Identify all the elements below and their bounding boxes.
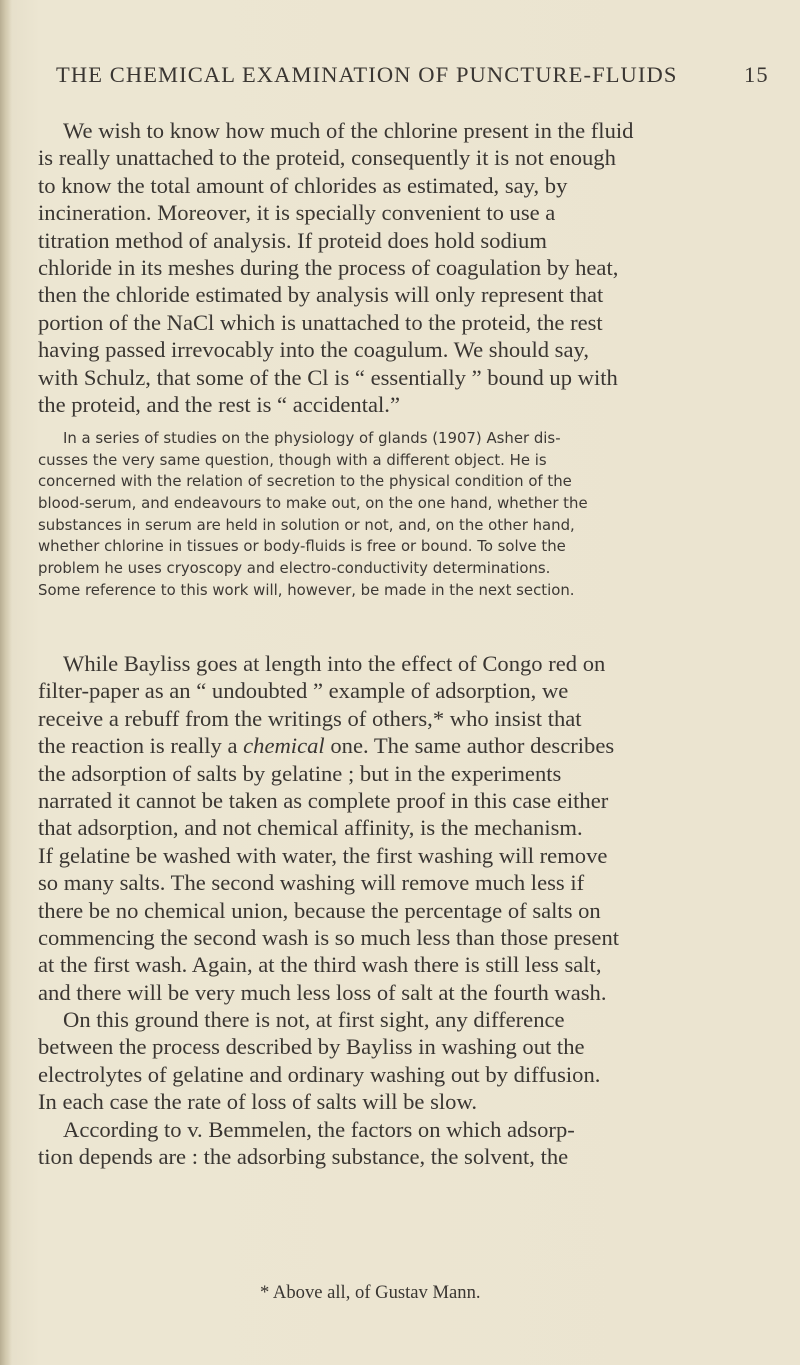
small-text-line: problem he uses cryoscopy and electro-conductivity determinations. (38, 559, 551, 578)
small-text-line: whether chlorine in tissues or body-fluids is free or bound. To solve the (38, 537, 566, 556)
small-text-line: Some reference to this work will, however, be made in the next section. (38, 580, 575, 599)
paragraph-bayliss (38, 650, 782, 1170)
paragraph-chlorine (38, 117, 782, 418)
text-line: receive a rebuff from the writings of others,* who insist that (38, 705, 582, 731)
text-line: chloride in its meshes during the process of coagulation by heat, (38, 254, 619, 280)
small-print-paragraph (38, 428, 778, 602)
page-number: 15 (744, 62, 769, 87)
text-segment: one. The same author describes (324, 733, 615, 759)
text-line: then the chloride estimated by analysis will only represent that (38, 282, 604, 308)
text-line: We wish to know how much of the chlorine present in the fluid (63, 118, 634, 143)
text-line: having passed irrevocably into the coagulum. We should say, (38, 337, 589, 363)
text-line: filter-paper as an “ undoubted ” example of adsorption, we (38, 678, 569, 704)
emphasized-word: chemical (243, 733, 325, 759)
text-line: so many salts. The second washing will remove much less if (38, 870, 585, 896)
text-line: tion depends are : the adsorbing substance, the solvent, the (38, 1144, 569, 1170)
running-head (56, 62, 776, 88)
small-text-line: cusses the very same question, though with a different object. He is (38, 450, 547, 469)
text-line: electrolytes of gelatine and ordinary washing out by diffusion. (38, 1061, 601, 1087)
small-text-line: In a series of studies on the physiology of glands (1907) Asher dis- (63, 429, 561, 447)
text-line: While Bayliss goes at length into the effect of Congo red on (63, 651, 606, 676)
running-head-title: THE CHEMICAL EXAMINATION OF PUNCTURE-FLUIDS (56, 62, 678, 87)
text-line: portion of the NaCl which is unattached to the proteid, the rest (38, 309, 603, 335)
text-segment: the reaction is really a (38, 733, 244, 759)
text-line: the adsorption of salts by gelatine ; but in the experiments (38, 760, 562, 786)
small-text-line: blood-serum, and endeavours to make out, on the one hand, whether the (38, 494, 588, 513)
small-text-line: concerned with the relation of secretion to the physical condition of the (38, 472, 572, 491)
binding-shadow (0, 0, 12, 1365)
footnote: * Above all, of Gustav Mann. (260, 1282, 481, 1303)
text-line: that adsorption, and not chemical affinity, is the mechanism. (38, 815, 583, 841)
text-line: is really unattached to the proteid, consequently it is not enough (38, 145, 616, 171)
text-line: If gelatine be washed with water, the first washing will remove (38, 842, 608, 868)
text-line: titration method of analysis. If proteid does hold sodium (38, 227, 547, 253)
text-line (38, 732, 782, 759)
text-line: with Schulz, that some of the Cl is “ essentially ” bound up with (38, 364, 618, 390)
text-line: incineration. Moreover, it is specially convenient to use a (38, 200, 556, 226)
text-line: to know the total amount of chlorides as estimated, say, by (38, 172, 568, 198)
text-line: between the process described by Bayliss in washing out the (38, 1034, 585, 1060)
text-line: the proteid, and the rest is “ accidental.” (38, 391, 400, 417)
text-line: According to v. Bemmelen, the factors on which adsorp- (63, 1116, 575, 1142)
text-line: In each case the rate of loss of salts will be slow. (38, 1089, 477, 1115)
small-text-line: substances in serum are held in solution or not, and, on the other hand, (38, 515, 575, 534)
text-line: at the first wash. Again, at the third wash there is still less salt, (38, 952, 602, 978)
text-line: there be no chemical union, because the percentage of salts on (38, 897, 601, 923)
text-line: and there will be very much less loss of salt at the fourth wash. (38, 979, 607, 1005)
text-line: narrated it cannot be taken as complete proof in this case either (38, 787, 609, 813)
text-line: commencing the second wash is so much less than those present (38, 924, 620, 950)
text-line: On this ground there is not, at first sight, any difference (63, 1007, 565, 1033)
